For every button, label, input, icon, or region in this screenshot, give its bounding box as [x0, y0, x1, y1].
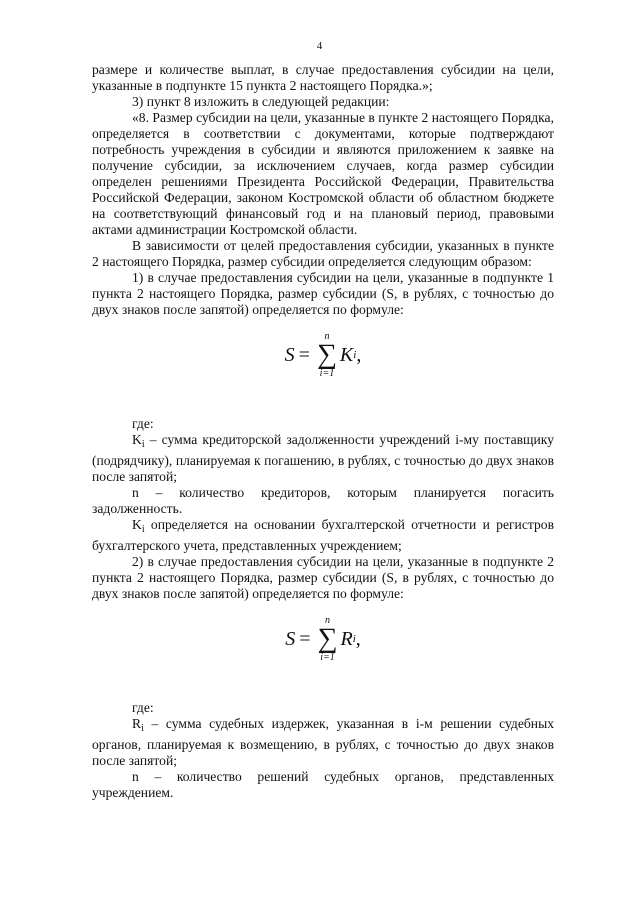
formula-1-lower: i=1 [319, 368, 335, 379]
formula-2-lhs: S [285, 628, 296, 650]
paragraph-def-n-2: n – количество решений судебных органов, представленных учреждением. [92, 769, 554, 800]
ki-definition: – сумма кредиторской задолженности учреждений i-му поставщику (подрядчику), планируемая к погашению, в рублях, с точностью до двух знаков после запятой; [92, 432, 554, 484]
ki-subscript-2: i [141, 524, 145, 535]
paragraph-case-2: 2) в случае предоставления субсидии на цели, указанные в подпункте 2 пункта 2 настоящего Порядка, размер субсидии (S, в рублях, с точностью до двух знаков после запятой) определяется по формуле: [92, 554, 554, 601]
formula-1-tail: , [356, 344, 362, 366]
ki-symbol: K [132, 432, 142, 447]
paragraph-def-n-1: n – количество кредиторов, которым планируется погасить задолженность. [92, 485, 554, 516]
formula-2-term: R [340, 628, 353, 650]
ri-subscript: i [141, 723, 144, 734]
formula-2-eq: = [299, 628, 311, 650]
formula-2-sigma: ∑ [317, 623, 338, 654]
paragraph-case-1: 1) в случае предоставления субсидии на цели, указанные в подпункте 1 пункта 2 настоящего Порядка, размер субсидии (S, в рублях, с точностью до двух знаков после запятой) определяется по формуле: [92, 270, 554, 317]
formula-1-eq: = [298, 344, 310, 366]
page-number: 4 [316, 40, 323, 52]
formula-2-sub: i [352, 633, 356, 645]
paragraph-depends-on-goals: В зависимости от целей предоставления субсидии, указанных в пункте 2 настоящего Порядка, размер субсидии определяется следующим образом: [92, 238, 554, 269]
ri-symbol: R [132, 716, 142, 731]
formula-2-sum [318, 615, 338, 663]
ki-symbol-2: K [132, 517, 142, 532]
paragraph-where-1: где: [132, 416, 154, 431]
formula-1-sum [317, 331, 337, 379]
formula-2 [92, 602, 554, 676]
ki-source-text: определяется на основании бухгалтерской отчетности и регистров бухгалтерского учета, представленных учреждением; [92, 517, 554, 553]
formula-1-sigma: ∑ [316, 339, 337, 370]
formula-1-sub: i [353, 349, 357, 361]
formula-1 [92, 318, 554, 392]
formula-1-upper: n [324, 331, 330, 342]
paragraph-continuation: размере и количестве выплат, в случае предоставления субсидии на цели, указанные в подпункте 15 пункта 2 настоящего Порядка.»; [92, 62, 554, 93]
paragraph-ki-source [92, 517, 554, 554]
formula-1-term: K [339, 344, 354, 366]
formula-2-upper: n [325, 615, 330, 626]
ki-subscript: i [141, 439, 145, 450]
document-body [92, 62, 554, 801]
paragraph-item-3: 3) пункт 8 изложить в следующей редакции: [132, 94, 390, 109]
formula-2-lower: i=1 [320, 652, 335, 663]
formula-2-tail: , [355, 628, 361, 650]
ri-definition: – сумма судебных издержек, указанная в i-м решении судебных органов, планируемая к возмещению, в рублях, с точностью до двух знаков после запятой; [92, 716, 554, 768]
paragraph-def-ki [92, 432, 554, 485]
paragraph-def-ri [92, 716, 554, 769]
paragraph-point-8: «8. Размер субсидии на цели, указанные в пункте 2 настоящего Порядка, определяется в соответствии с документами, которые подтверждают потребность учреждения в субсидии и являются приложением к заявке на получение субсидии, за исключением случаев, когда размер субсидии определен решениями Президента Российской Федерации, Правительства Российской Федерации, законом Костромской области об областном бюджете на соответствующий финансовый год и на плановый период, правовыми актами администрации Костромской области. [92, 110, 554, 237]
formula-1-lhs: S [284, 344, 295, 366]
paragraph-where-2: где: [132, 700, 154, 715]
